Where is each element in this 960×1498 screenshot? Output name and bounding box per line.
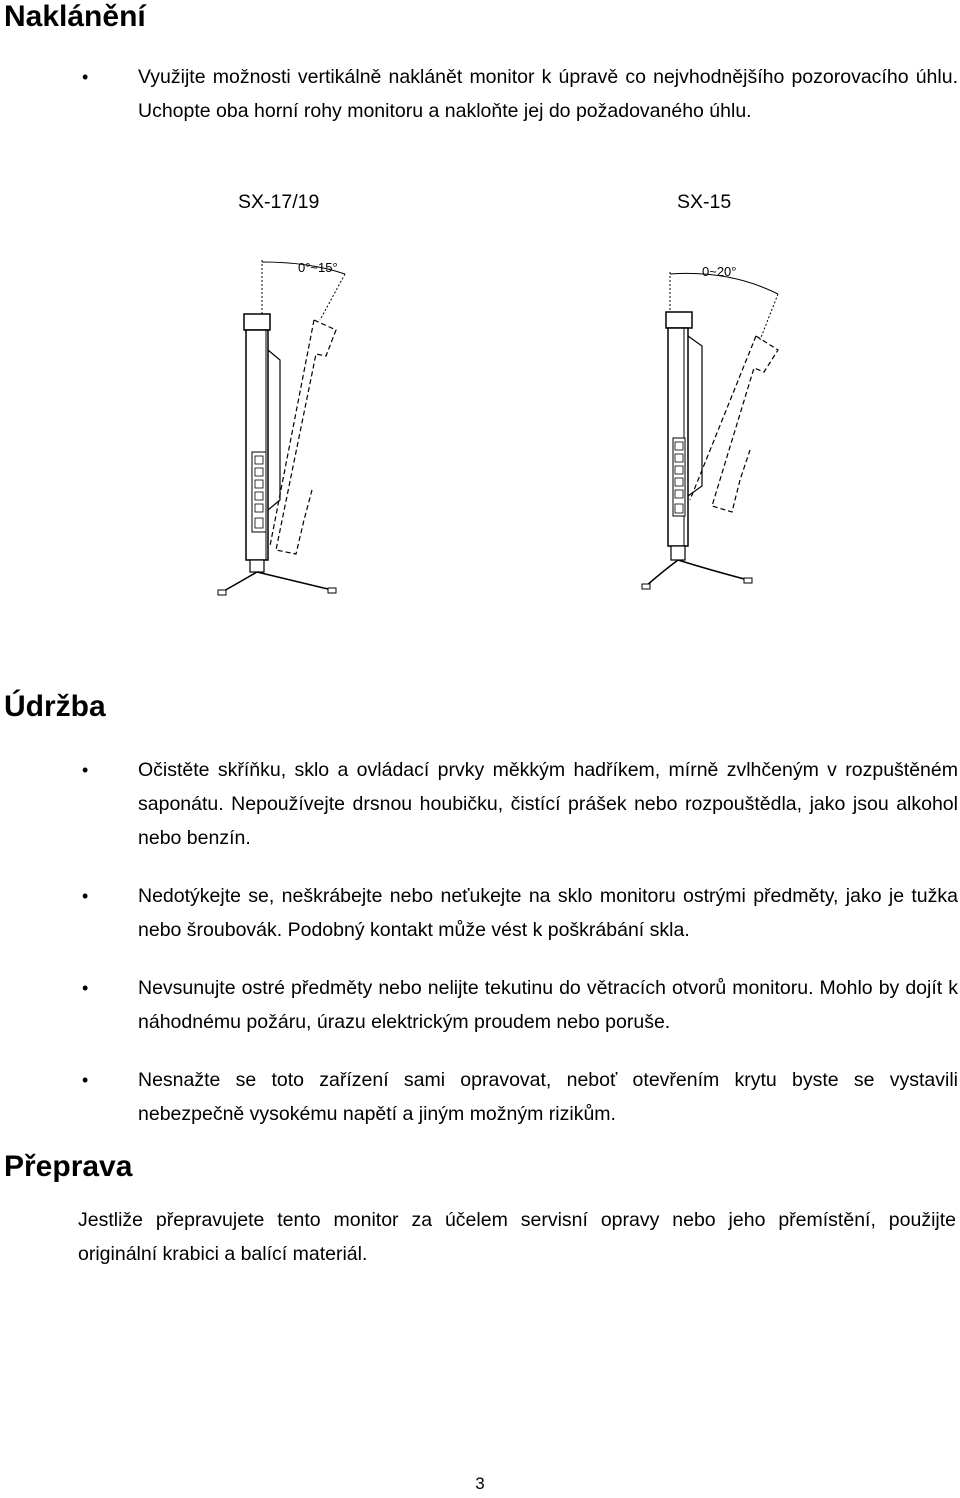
- list-item: [78, 879, 958, 947]
- section-title-transport: Přeprava: [4, 1150, 133, 1183]
- section-title-maintenance: Údržba: [4, 690, 106, 723]
- list-item-text: Nedotýkejte se, neškrábejte nebo neťukejte na sklo monitoru ostrými předměty, jako je tužka nebo šroubovák. Podobný kontakt může vést k poškrábání skla.: [138, 885, 958, 941]
- list-item-text: Nevsunujte ostré předměty nebo nelijte tekutinu do větracích otvorů monitoru. Mohlo by dojít k náhodnému požáru, úrazu elektrickým proudem nebo poruše.: [138, 977, 958, 1033]
- tilt-diagram-right: [620, 250, 800, 610]
- bullet-icon: •: [82, 978, 89, 998]
- list-item: [78, 971, 958, 1039]
- transport-paragraph: Jestliže přepravujete tento monitor za účelem servisní opravy nebo jeho přemístění, použijte originální krabici a balící materiál.: [78, 1209, 956, 1265]
- diagram-caption-right: SX-15: [677, 191, 732, 213]
- list-item: [78, 60, 958, 162]
- list-item: [78, 1063, 958, 1131]
- angle-label-right: 0~20°: [702, 264, 737, 279]
- list-item-text: Nesnažte se toto zařízení sami opravovat, neboť otevřením krytu byste se vystavili nebezpečně vysokému napětí a jiným možným rizikům.: [138, 1069, 958, 1125]
- list-item-text: Využijte možnosti vertikálně naklánět monitor k úpravě co nejvhodnějšího pozorovacího úhlu. Uchopte oba horní rohy monitoru a nakloňte jej do požadovaného úhlu.: [138, 66, 958, 122]
- list-item: [78, 753, 958, 855]
- bullet-icon: •: [82, 760, 89, 780]
- diagram-caption-left: SX-17/19: [238, 191, 320, 213]
- tilt-diagram-left: [200, 250, 380, 610]
- bullet-icon: •: [82, 1070, 89, 1090]
- section-title-tilt: Naklánění: [4, 0, 146, 33]
- angle-label-left: 0°~15°: [298, 260, 338, 275]
- page-number: 3: [475, 1474, 485, 1493]
- list-item-text: Očistěte skříňku, sklo a ovládací prvky měkkým hadříkem, mírně zvlhčeným v rozpuštěném saponátu. Nepoužívejte drsnou houbičku, čistící prášek nebo rozpouštědla, jako jsou alkohol nebo benzín.: [138, 759, 958, 849]
- bullet-icon: •: [82, 886, 89, 906]
- bullet-icon: •: [82, 67, 89, 87]
